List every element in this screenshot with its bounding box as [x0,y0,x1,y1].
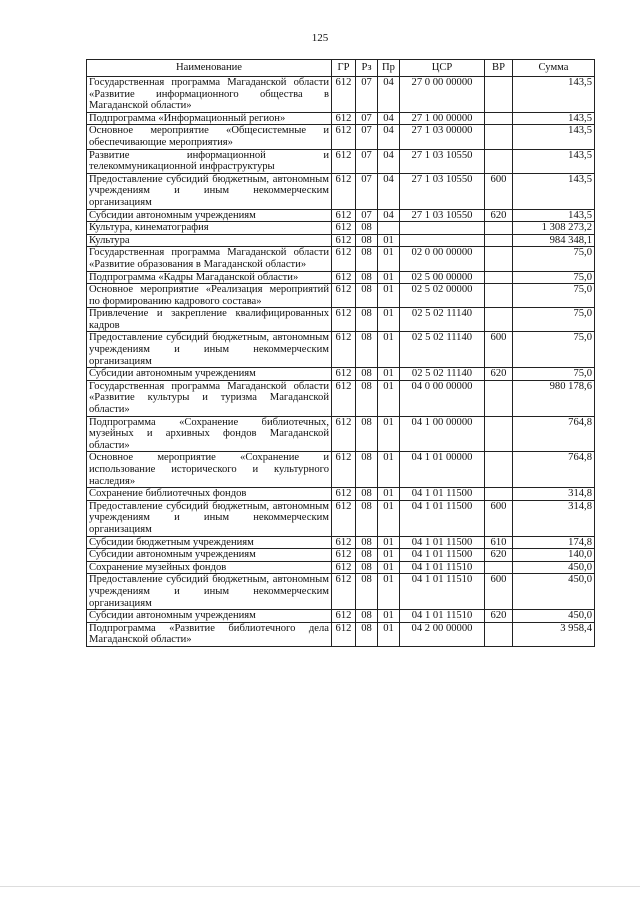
header-csr: ЦСР [400,60,485,77]
row-name-cell: Развитие информационной и телекоммуникационной инфраструктуры [87,149,332,173]
row-gr-cell: 612 [332,536,356,549]
table-row [87,234,595,247]
row-sum-cell: 75,0 [513,332,595,368]
row-pr-cell: 01 [378,308,400,332]
row-sum-cell: 764,8 [513,452,595,488]
row-vr-cell [485,112,513,125]
row-csr-cell: 04 0 00 00000 [400,380,485,416]
header-gr: ГР [332,60,356,77]
table-row [87,332,595,368]
row-sum-cell: 143,5 [513,77,595,113]
table-row [87,452,595,488]
row-gr-cell: 612 [332,247,356,271]
row-sum-cell: 3 958,4 [513,622,595,646]
row-gr-cell: 612 [332,561,356,574]
row-pr-cell: 04 [378,125,400,149]
row-rz-cell: 07 [356,209,378,222]
row-csr-cell: 04 1 01 11500 [400,549,485,562]
row-rz-cell: 07 [356,77,378,113]
row-name-cell: Сохранение музейных фондов [87,561,332,574]
row-rz-cell: 08 [356,561,378,574]
row-sum-cell: 764,8 [513,416,595,452]
row-vr-cell: 600 [485,500,513,536]
row-name-cell: Подпрограмма «Кадры Магаданской области» [87,271,332,284]
row-pr-cell: 01 [378,622,400,646]
row-vr-cell: 600 [485,574,513,610]
row-gr-cell: 612 [332,610,356,623]
table-row [87,416,595,452]
row-name-cell: Государственная программа Магаданской области «Развитие образования в Магаданской области» [87,247,332,271]
row-gr-cell: 612 [332,574,356,610]
row-name-cell: Государственная программа Магаданской области «Развитие культуры и туризма Магаданской области» [87,380,332,416]
row-rz-cell: 08 [356,247,378,271]
row-rz-cell: 08 [356,284,378,308]
table-row [87,380,595,416]
table-row [87,488,595,501]
row-gr-cell: 612 [332,488,356,501]
table-row [87,149,595,173]
row-vr-cell [485,77,513,113]
row-gr-cell: 612 [332,332,356,368]
row-gr-cell: 612 [332,173,356,209]
row-csr-cell: 04 1 01 11510 [400,561,485,574]
row-vr-cell [485,308,513,332]
row-pr-cell: 04 [378,149,400,173]
row-sum-cell: 140,0 [513,549,595,562]
row-name-cell: Основное мероприятие «Реализация мероприятий по формированию кадрового состава» [87,284,332,308]
row-csr-cell: 04 1 00 00000 [400,416,485,452]
row-name-cell: Государственная программа Магаданской области «Развитие информационного общества в Магаданской области» [87,77,332,113]
row-csr-cell: 04 1 01 11500 [400,500,485,536]
row-csr-cell: 27 1 03 10550 [400,149,485,173]
table-row [87,368,595,381]
row-vr-cell [485,271,513,284]
row-pr-cell: 01 [378,488,400,501]
row-rz-cell: 08 [356,610,378,623]
row-gr-cell: 612 [332,380,356,416]
page-bottom-edge [0,886,640,887]
row-vr-cell [485,622,513,646]
row-rz-cell: 08 [356,271,378,284]
row-sum-cell: 314,8 [513,500,595,536]
row-rz-cell: 08 [356,308,378,332]
row-vr-cell: 620 [485,368,513,381]
row-csr-cell: 02 5 02 11140 [400,332,485,368]
row-sum-cell: 450,0 [513,561,595,574]
row-rz-cell: 08 [356,416,378,452]
row-pr-cell: 01 [378,500,400,536]
row-rz-cell: 08 [356,622,378,646]
row-rz-cell: 08 [356,368,378,381]
row-rz-cell: 08 [356,452,378,488]
row-csr-cell: 27 1 00 00000 [400,112,485,125]
row-gr-cell: 612 [332,112,356,125]
row-rz-cell: 07 [356,173,378,209]
row-csr-cell: 04 1 01 11500 [400,536,485,549]
row-pr-cell: 01 [378,284,400,308]
header-rz: Рз [356,60,378,77]
row-vr-cell [485,284,513,308]
page-number: 125 [311,32,329,44]
row-pr-cell: 01 [378,380,400,416]
row-vr-cell [485,222,513,235]
row-pr-cell: 01 [378,416,400,452]
row-pr-cell [378,222,400,235]
row-vr-cell [485,452,513,488]
row-csr-cell: 02 5 02 00000 [400,284,485,308]
row-sum-cell: 75,0 [513,247,595,271]
row-gr-cell: 612 [332,234,356,247]
row-name-cell: Основное мероприятие «Общесистемные и обеспечивающие мероприятия» [87,125,332,149]
row-vr-cell [485,125,513,149]
table-row [87,561,595,574]
header-pr: Пр [378,60,400,77]
row-gr-cell: 612 [332,284,356,308]
row-sum-cell: 984 348,1 [513,234,595,247]
table-row [87,173,595,209]
row-gr-cell: 612 [332,125,356,149]
row-pr-cell: 01 [378,452,400,488]
table-row [87,610,595,623]
row-pr-cell: 04 [378,77,400,113]
row-name-cell: Предоставление субсидий бюджетным, автономным учреждениям и иным некоммерческим организациям [87,574,332,610]
row-name-cell: Культура [87,234,332,247]
row-sum-cell: 75,0 [513,308,595,332]
row-name-cell: Подпрограмма «Информационный регион» [87,112,332,125]
row-sum-cell: 143,5 [513,149,595,173]
row-pr-cell: 01 [378,247,400,271]
row-vr-cell: 620 [485,549,513,562]
table-row [87,500,595,536]
row-name-cell: Подпрограмма «Развитие библиотечного дела Магаданской области» [87,622,332,646]
budget-table [86,59,595,647]
row-name-cell: Подпрограмма «Сохранение библиотечных, музейных и архивных фондов Магаданской области» [87,416,332,452]
row-pr-cell: 04 [378,209,400,222]
row-pr-cell: 01 [378,574,400,610]
row-vr-cell: 600 [485,332,513,368]
row-pr-cell: 01 [378,549,400,562]
row-rz-cell: 08 [356,488,378,501]
row-pr-cell: 01 [378,332,400,368]
row-rz-cell: 08 [356,574,378,610]
table-row [87,77,595,113]
row-csr-cell: 04 2 00 00000 [400,622,485,646]
row-sum-cell: 174,8 [513,536,595,549]
row-sum-cell: 980 178,6 [513,380,595,416]
row-vr-cell [485,149,513,173]
row-csr-cell: 02 0 00 00000 [400,247,485,271]
row-gr-cell: 612 [332,500,356,536]
row-gr-cell: 612 [332,149,356,173]
table-row [87,222,595,235]
table-row [87,271,595,284]
row-vr-cell [485,488,513,501]
row-sum-cell: 450,0 [513,574,595,610]
header-sum: Сумма [513,60,595,77]
row-name-cell: Субсидии бюджетным учреждениям [87,536,332,549]
table-row [87,622,595,646]
row-gr-cell: 612 [332,368,356,381]
row-name-cell: Основное мероприятие «Сохранение и использование исторического и культурного наследия» [87,452,332,488]
row-vr-cell [485,561,513,574]
row-csr-cell: 02 5 02 11140 [400,368,485,381]
row-gr-cell: 612 [332,622,356,646]
row-gr-cell: 612 [332,271,356,284]
row-sum-cell: 1 308 273,2 [513,222,595,235]
row-rz-cell: 08 [356,332,378,368]
row-csr-cell: 04 1 01 11500 [400,488,485,501]
table-row [87,308,595,332]
row-rz-cell: 08 [356,222,378,235]
row-vr-cell [485,234,513,247]
row-sum-cell: 450,0 [513,610,595,623]
row-gr-cell: 612 [332,549,356,562]
row-rz-cell: 08 [356,500,378,536]
header-vr: ВР [485,60,513,77]
row-csr-cell: 27 1 03 10550 [400,173,485,209]
row-sum-cell: 143,5 [513,209,595,222]
row-sum-cell: 75,0 [513,271,595,284]
row-sum-cell: 143,5 [513,125,595,149]
row-sum-cell: 314,8 [513,488,595,501]
table-row [87,549,595,562]
row-vr-cell: 610 [485,536,513,549]
row-vr-cell: 620 [485,209,513,222]
row-vr-cell [485,380,513,416]
table-row [87,112,595,125]
row-name-cell: Субсидии автономным учреждениям [87,610,332,623]
row-sum-cell: 143,5 [513,112,595,125]
table-row [87,284,595,308]
row-csr-cell: 27 1 03 00000 [400,125,485,149]
row-rz-cell: 08 [356,549,378,562]
row-rz-cell: 08 [356,234,378,247]
row-rz-cell: 07 [356,125,378,149]
row-gr-cell: 612 [332,77,356,113]
row-name-cell: Субсидии автономным учреждениям [87,368,332,381]
row-pr-cell: 04 [378,173,400,209]
row-pr-cell: 01 [378,368,400,381]
row-rz-cell: 08 [356,536,378,549]
row-name-cell: Культура, кинематография [87,222,332,235]
row-csr-cell: 02 5 02 11140 [400,308,485,332]
table-header-row [87,60,595,77]
row-sum-cell: 143,5 [513,173,595,209]
row-gr-cell: 612 [332,209,356,222]
row-vr-cell [485,416,513,452]
row-csr-cell: 04 1 01 11510 [400,610,485,623]
table-row [87,574,595,610]
row-vr-cell [485,247,513,271]
row-pr-cell: 01 [378,234,400,247]
row-name-cell: Субсидии автономным учреждениям [87,209,332,222]
row-pr-cell: 01 [378,610,400,623]
header-name: Наименование [87,60,332,77]
row-csr-cell: 27 1 03 10550 [400,209,485,222]
row-sum-cell: 75,0 [513,368,595,381]
row-name-cell: Сохранение библиотечных фондов [87,488,332,501]
table-row [87,536,595,549]
row-csr-cell: 27 0 00 00000 [400,77,485,113]
row-csr-cell: 04 1 01 00000 [400,452,485,488]
row-name-cell: Предоставление субсидий бюджетным, автономным учреждениям и иным некоммерческим организациям [87,500,332,536]
row-pr-cell: 04 [378,112,400,125]
row-csr-cell [400,222,485,235]
row-gr-cell: 612 [332,222,356,235]
table-row [87,247,595,271]
row-gr-cell: 612 [332,416,356,452]
row-pr-cell: 01 [378,561,400,574]
row-pr-cell: 01 [378,271,400,284]
row-name-cell: Субсидии автономным учреждениям [87,549,332,562]
row-csr-cell: 02 5 00 00000 [400,271,485,284]
row-rz-cell: 07 [356,112,378,125]
row-rz-cell: 08 [356,380,378,416]
row-gr-cell: 612 [332,452,356,488]
row-vr-cell: 600 [485,173,513,209]
row-rz-cell: 07 [356,149,378,173]
row-name-cell: Предоставление субсидий бюджетным, автономным учреждениям и иным некоммерческим организациям [87,173,332,209]
row-gr-cell: 612 [332,308,356,332]
table-row [87,125,595,149]
row-csr-cell: 04 1 01 11510 [400,574,485,610]
row-vr-cell: 620 [485,610,513,623]
row-csr-cell [400,234,485,247]
row-pr-cell: 01 [378,536,400,549]
table-row [87,209,595,222]
row-sum-cell: 75,0 [513,284,595,308]
row-name-cell: Привлечение и закрепление квалифицированных кадров [87,308,332,332]
row-name-cell: Предоставление субсидий бюджетным, автономным учреждениям и иным некоммерческим организациям [87,332,332,368]
